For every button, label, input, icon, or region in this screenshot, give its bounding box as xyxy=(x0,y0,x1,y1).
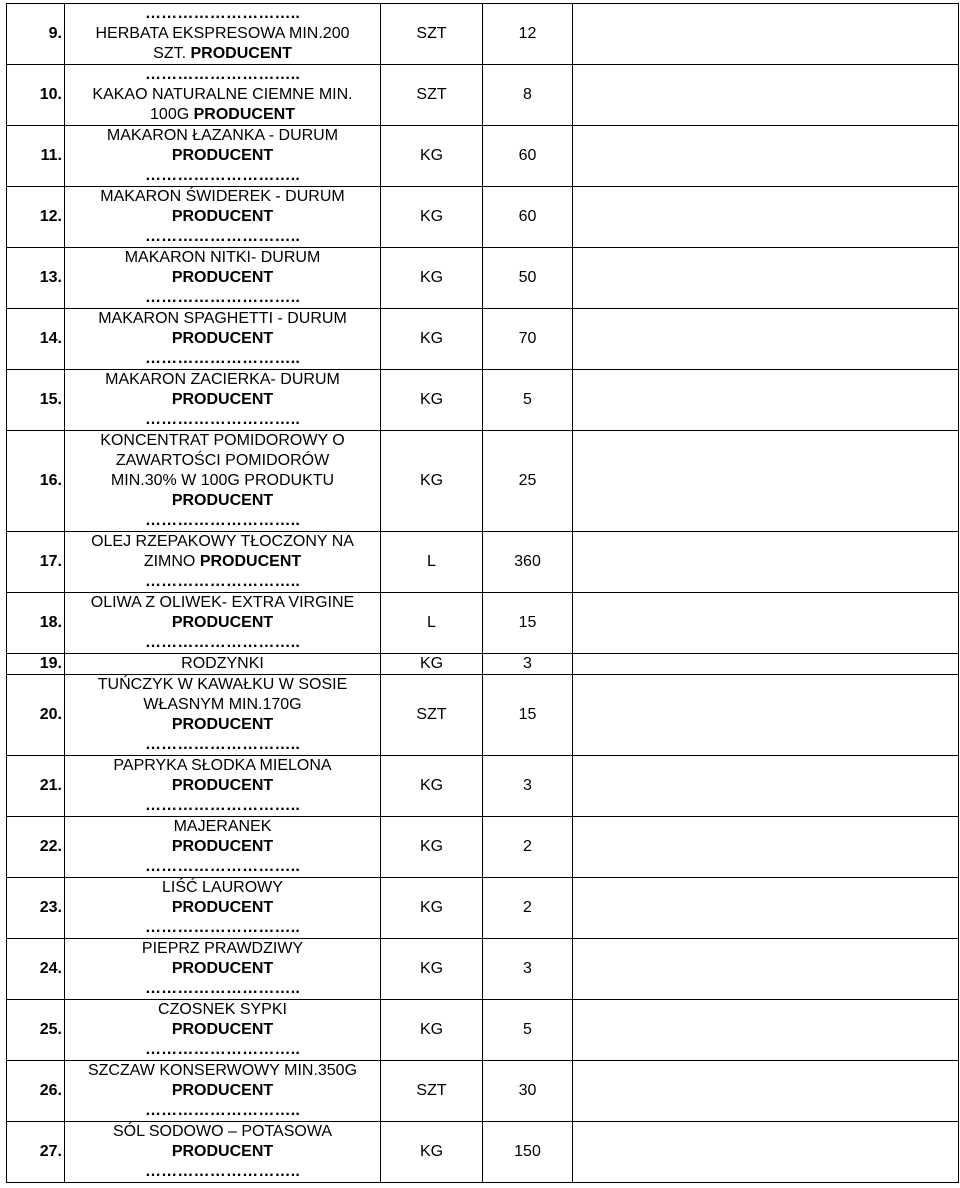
product-name-line xyxy=(65,878,380,898)
quantity-cell: 360 xyxy=(483,532,573,593)
empty-cell xyxy=(573,65,959,126)
producer-label: PRODUCENT xyxy=(171,147,274,164)
product-name-text: LIŚĆ LAUROWY xyxy=(162,879,283,896)
product-name-cell xyxy=(65,1061,381,1122)
producer-label: PRODUCENT xyxy=(171,1143,274,1160)
product-name-text: TUŃCZYK W KAWAŁKU W SOSIE xyxy=(97,676,348,693)
product-name-text: PAPRYKA SŁODKA MIELONA xyxy=(113,757,332,774)
product-name-line xyxy=(65,675,380,695)
unit-cell: KG xyxy=(381,1000,483,1061)
product-name-line xyxy=(65,654,380,674)
product-name-text: ZAWARTOŚCI POMIDORÓW xyxy=(115,452,330,469)
product-name-cell xyxy=(65,370,381,431)
product-name-line xyxy=(65,1061,380,1081)
dots-placeholder: ……………………….. xyxy=(144,634,301,651)
product-name-cell xyxy=(65,756,381,817)
empty-cell xyxy=(573,756,959,817)
table-row xyxy=(7,817,959,878)
table-row xyxy=(7,675,959,756)
product-name-text: KAKAO NATURALNE CIEMNE MIN. xyxy=(92,86,353,103)
quantity-cell: 3 xyxy=(483,939,573,1000)
dots-placeholder: ……………………….. xyxy=(144,289,301,306)
table-row xyxy=(7,370,959,431)
product-name-line xyxy=(65,126,380,146)
empty-cell xyxy=(573,878,959,939)
product-name-cell xyxy=(65,126,381,187)
unit-cell: KG xyxy=(381,756,483,817)
row-number: 14. xyxy=(7,309,65,370)
product-name-cell xyxy=(65,654,381,675)
quantity-cell: 2 xyxy=(483,878,573,939)
quantity-cell: 5 xyxy=(483,1000,573,1061)
row-number: 19. xyxy=(7,654,65,675)
quantity-cell: 12 xyxy=(483,4,573,65)
product-name-line xyxy=(65,85,380,105)
product-name-line xyxy=(65,44,380,64)
unit-cell: KG xyxy=(381,939,483,1000)
quantity-cell: 15 xyxy=(483,675,573,756)
row-number: 13. xyxy=(7,248,65,309)
product-name-text: MAJERANEK xyxy=(173,818,272,835)
product-name-text: RODZYNKI xyxy=(181,655,264,672)
product-name-cell xyxy=(65,187,381,248)
dots-placeholder: ……………………….. xyxy=(144,350,301,367)
empty-cell xyxy=(573,370,959,431)
producer-label: PRODUCENT xyxy=(171,614,274,631)
empty-cell xyxy=(573,817,959,878)
product-name-line xyxy=(65,1122,380,1142)
product-name-text: MAKARON ŚWIDEREK - DURUM xyxy=(100,188,345,205)
product-name-text: MIN.30% W 100G PRODUKTU xyxy=(110,472,335,489)
empty-cell xyxy=(573,532,959,593)
product-name-text: HERBATA EKSPRESOWA MIN.200 xyxy=(95,25,350,42)
producer-label: PRODUCENT xyxy=(171,838,274,855)
quantity-cell: 2 xyxy=(483,817,573,878)
empty-cell xyxy=(573,939,959,1000)
producer-label: PRODUCENT xyxy=(171,960,274,977)
unit-cell: KG xyxy=(381,1122,483,1183)
producer-label: PRODUCENT xyxy=(171,716,274,733)
product-name-line xyxy=(65,105,380,125)
table-row xyxy=(7,1122,959,1183)
row-number: 9. xyxy=(7,4,65,65)
unit-cell: KG xyxy=(381,248,483,309)
product-name-text: CZOSNEK SYPKI xyxy=(158,1001,287,1018)
empty-cell xyxy=(573,309,959,370)
product-name-text: SZT. xyxy=(153,45,187,62)
product-name-cell xyxy=(65,939,381,1000)
table-row xyxy=(7,187,959,248)
empty-cell xyxy=(573,1122,959,1183)
product-name-line xyxy=(65,817,380,837)
producer-label: PRODUCENT xyxy=(171,899,274,916)
product-name-line xyxy=(65,24,380,44)
product-name-text: SZCZAW KONSERWOWY MIN.350G xyxy=(87,1062,358,1079)
quantity-cell: 15 xyxy=(483,593,573,654)
unit-cell: KG xyxy=(381,878,483,939)
empty-cell xyxy=(573,431,959,532)
product-name-line xyxy=(65,248,380,268)
quantity-cell: 60 xyxy=(483,187,573,248)
dots-placeholder: ……………………….. xyxy=(144,919,301,936)
unit-cell: SZT xyxy=(381,1061,483,1122)
row-number: 27. xyxy=(7,1122,65,1183)
producer-label: PRODUCENT xyxy=(190,45,292,62)
product-name-cell xyxy=(65,4,381,65)
product-name-line xyxy=(65,532,380,552)
quantity-cell: 8 xyxy=(483,65,573,126)
dots-placeholder: ……………………….. xyxy=(144,980,301,997)
quantity-cell: 150 xyxy=(483,1122,573,1183)
unit-cell: L xyxy=(381,532,483,593)
table-row xyxy=(7,126,959,187)
row-number: 18. xyxy=(7,593,65,654)
product-name-cell xyxy=(65,1122,381,1183)
product-name-line xyxy=(65,309,380,329)
product-name-cell xyxy=(65,1000,381,1061)
table-row xyxy=(7,65,959,126)
empty-cell xyxy=(573,248,959,309)
quantity-cell: 3 xyxy=(483,756,573,817)
product-name-cell xyxy=(65,65,381,126)
row-number: 26. xyxy=(7,1061,65,1122)
product-name-text: WŁASNYM MIN.170G xyxy=(143,696,302,713)
table-row xyxy=(7,532,959,593)
table-row xyxy=(7,939,959,1000)
table-row xyxy=(7,431,959,532)
product-name-text: MAKARON ŁAZANKA - DURUM xyxy=(106,127,339,144)
product-name-text: MAKARON SPAGHETTI - DURUM xyxy=(98,310,347,327)
product-name-cell xyxy=(65,593,381,654)
dots-placeholder: ……………………….. xyxy=(144,411,301,428)
quantity-cell: 70 xyxy=(483,309,573,370)
producer-label: PRODUCENT xyxy=(171,391,274,408)
producer-label: PRODUCENT xyxy=(171,208,274,225)
product-name-cell xyxy=(65,878,381,939)
empty-cell xyxy=(573,1000,959,1061)
dots-placeholder: ……………………….. xyxy=(144,1041,301,1058)
table-row xyxy=(7,248,959,309)
quantity-cell: 3 xyxy=(483,654,573,675)
product-name-line xyxy=(65,552,380,572)
dots-placeholder: ……………………….. xyxy=(144,512,301,529)
product-table xyxy=(6,3,959,1183)
product-name-cell xyxy=(65,532,381,593)
producer-label: PRODUCENT xyxy=(171,777,274,794)
product-name-text: KONCENTRAT POMIDOROWY O xyxy=(100,432,345,449)
table-row xyxy=(7,1000,959,1061)
unit-cell: SZT xyxy=(381,675,483,756)
unit-cell: SZT xyxy=(381,4,483,65)
unit-cell: KG xyxy=(381,309,483,370)
quantity-cell: 5 xyxy=(483,370,573,431)
dots-placeholder: ……………………….. xyxy=(144,5,301,22)
product-name-cell xyxy=(65,248,381,309)
product-name-line xyxy=(65,1000,380,1020)
producer-label: PRODUCENT xyxy=(171,330,274,347)
quantity-cell: 60 xyxy=(483,126,573,187)
product-name-cell xyxy=(65,309,381,370)
table-row xyxy=(7,878,959,939)
product-name-line xyxy=(65,471,380,491)
dots-placeholder: ……………………….. xyxy=(144,858,301,875)
unit-cell: KG xyxy=(381,817,483,878)
product-name-text: OLIWA Z OLIWEK- EXTRA VIRGINE xyxy=(90,594,355,611)
unit-cell: KG xyxy=(381,126,483,187)
dots-placeholder: ……………………….. xyxy=(144,1102,301,1119)
row-number: 12. xyxy=(7,187,65,248)
row-number: 24. xyxy=(7,939,65,1000)
table-row xyxy=(7,309,959,370)
product-name-line xyxy=(65,370,380,390)
unit-cell: KG xyxy=(381,187,483,248)
empty-cell xyxy=(573,654,959,675)
empty-cell xyxy=(573,126,959,187)
dots-placeholder: ……………………….. xyxy=(144,228,301,245)
table-row xyxy=(7,593,959,654)
dots-placeholder: ……………………….. xyxy=(144,1163,301,1180)
dots-placeholder: ……………………….. xyxy=(144,167,301,184)
product-name-line xyxy=(65,756,380,776)
row-number: 20. xyxy=(7,675,65,756)
row-number: 15. xyxy=(7,370,65,431)
table-row xyxy=(7,654,959,675)
row-number: 17. xyxy=(7,532,65,593)
row-number: 16. xyxy=(7,431,65,532)
unit-cell: SZT xyxy=(381,65,483,126)
dots-placeholder: ……………………….. xyxy=(144,736,301,753)
dots-placeholder: ……………………….. xyxy=(144,66,301,83)
product-name-line xyxy=(65,593,380,613)
row-number: 23. xyxy=(7,878,65,939)
producer-label: PRODUCENT xyxy=(199,553,302,570)
product-name-text: OLEJ RZEPAKOWY TŁOCZONY NA xyxy=(91,533,354,550)
unit-cell: KG xyxy=(381,370,483,431)
producer-label: PRODUCENT xyxy=(171,1082,274,1099)
product-name-cell xyxy=(65,431,381,532)
unit-cell: L xyxy=(381,593,483,654)
producer-label: PRODUCENT xyxy=(171,269,274,286)
product-name-text: MAKARON NITKI- DURUM xyxy=(124,249,321,266)
row-number: 10. xyxy=(7,65,65,126)
product-name-line xyxy=(65,187,380,207)
product-name-text: SÓL SODOWO – POTASOWA xyxy=(113,1123,332,1140)
table-row xyxy=(7,1061,959,1122)
quantity-cell: 30 xyxy=(483,1061,573,1122)
product-name-cell xyxy=(65,817,381,878)
row-number: 11. xyxy=(7,126,65,187)
unit-cell: KG xyxy=(381,431,483,532)
product-name-text: MAKARON ZACIERKA- DURUM xyxy=(105,371,340,388)
producer-label: PRODUCENT xyxy=(193,106,295,123)
producer-label: PRODUCENT xyxy=(171,1021,274,1038)
empty-cell xyxy=(573,675,959,756)
empty-cell xyxy=(573,593,959,654)
product-name-text: 100G xyxy=(150,106,190,123)
dots-placeholder: ……………………….. xyxy=(144,797,301,814)
table-row xyxy=(7,756,959,817)
empty-cell xyxy=(573,1061,959,1122)
dots-placeholder: ……………………….. xyxy=(144,573,301,590)
product-name-text: PIEPRZ PRAWDZIWY xyxy=(141,940,304,957)
product-name-line xyxy=(65,451,380,471)
product-name-text: ZIMNO xyxy=(143,553,196,570)
row-number: 25. xyxy=(7,1000,65,1061)
row-number: 22. xyxy=(7,817,65,878)
table-row xyxy=(7,4,959,65)
quantity-cell: 25 xyxy=(483,431,573,532)
product-name-cell xyxy=(65,675,381,756)
unit-cell: KG xyxy=(381,654,483,675)
quantity-cell: 50 xyxy=(483,248,573,309)
producer-label: PRODUCENT xyxy=(171,492,274,509)
empty-cell xyxy=(573,4,959,65)
row-number: 21. xyxy=(7,756,65,817)
empty-cell xyxy=(573,187,959,248)
product-name-line xyxy=(65,431,380,451)
product-name-line xyxy=(65,695,380,715)
table-body xyxy=(7,4,959,1183)
product-name-line xyxy=(65,939,380,959)
